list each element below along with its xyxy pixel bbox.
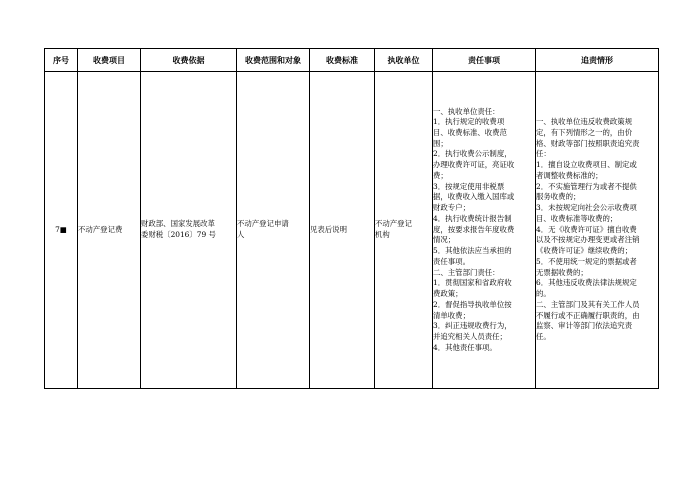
header-standard: 收费标准 [310,49,375,72]
accountability-line: 1．擅自设立收费项目、制定或 [536,160,637,170]
accountability-line: 任。 [536,331,551,341]
duty-line: 4．执行收费统计报告制 [433,213,512,223]
accountability-line: 《收费许可证》继续收费的； [536,246,633,256]
duty-line: 3．纠正违规收费行为， [433,321,512,331]
header-seq: 序号 [45,49,78,72]
accountability-line: 3．未按规定向社会公示收费项 [536,203,637,213]
duty-line: 5．其他依法应当承担的 [433,246,512,256]
duty-line: 费； [433,170,448,180]
duty-line: 1．贯彻国家和省政府收 [433,278,512,288]
header-item: 收费项目 [78,49,141,72]
duty-line: 1．执行规定的收费项 [433,117,505,127]
accountability-line: 定，有下列情形之一的，由价 [536,128,633,138]
cell-scope [237,72,310,389]
fee-table [44,48,659,389]
duty-line: 度，按要求报告年度收费 [433,224,515,234]
header-basis: 收费依据 [141,49,237,72]
duty-line: 清单收费； [433,310,470,320]
scope-line: 不动产登记申请 [237,219,289,229]
cell-seq: 7■ [45,72,78,389]
table-row [45,72,659,389]
duty-line: 3．按规定使用非税票 [433,181,505,191]
duty-line: 财政专户； [433,203,470,213]
duty-line: 责任事项。 [433,256,470,266]
duty-line: 办理收费许可证，亮证收 [433,160,515,170]
header-duties: 责任事项 [433,49,536,72]
accountability-line: 无票据收费的； [536,267,588,277]
duty-line: 2．督促指导执收单位按 [433,299,512,309]
accountability-line: 5．不使用统一规定的票据或者 [536,256,637,266]
duty-line: 二、主管部门责任： [433,267,500,277]
accountability-line: 任： [536,149,551,159]
scope-line: 人 [237,230,245,239]
duty-line: 情况； [433,235,456,245]
accountability-line: 服务收费的； [536,192,581,202]
accountability-line: 者调整收费标准的； [536,170,603,180]
accountability-line: 以及不按规定办理变更或者注销 [536,235,640,245]
accountability-line: 2．不实施管理行为或者不提供 [536,181,637,191]
cell-basis [141,72,237,389]
duty-line: 据，收费收入缴入国库或 [433,192,515,202]
accountability-line: 6．其他违反收费法律法规规定 [536,278,637,288]
cell-duties [433,72,536,389]
accountability-line: 二、主管部门及其有关工作人员 [536,299,640,309]
duty-line: 4．其他责任事项。 [433,342,497,352]
header-scope: 收费范围和对象 [237,49,310,72]
cell-item: 不动产登记费 [78,72,141,389]
header-row [45,49,659,72]
unit-line: 不动产登记 [375,219,412,229]
duty-line: 围； [433,138,448,148]
accountability-line: 4．无《收费许可证》擅自收费 [536,224,637,234]
basis-line: 委财税〔2016〕79 号 [141,230,216,239]
basis-line: 财政部、国家发展改革 [141,219,215,229]
duty-line: 一、执收单位责任： [433,106,500,116]
accountability-line: 格、财政等部门按照职责追究责 [536,138,640,148]
accountability-line: 目、收费标准等收费的； [536,213,618,223]
duty-line: 2．执行收费公示制度， [433,149,512,159]
duty-line: 目、收费标准、收费范 [433,128,507,138]
header-unit: 执收单位 [375,49,433,72]
duty-line: 费政策； [433,289,463,299]
accountability-line: 的。 [536,289,551,299]
header-accountability: 追责情形 [536,49,659,72]
cell-unit [375,72,433,389]
duty-line: 并追究相关人员责任； [433,331,507,341]
cell-standard: 见表后说明 [310,72,375,389]
accountability-line: 不履行或不正确履行职责的，由 [536,310,640,320]
unit-line: 机构 [375,230,390,239]
accountability-line: 监察、审计等部门依法追究责 [536,321,633,331]
cell-accountability [536,72,659,389]
accountability-line: 一、执收单位违反收费政策规 [536,117,633,127]
